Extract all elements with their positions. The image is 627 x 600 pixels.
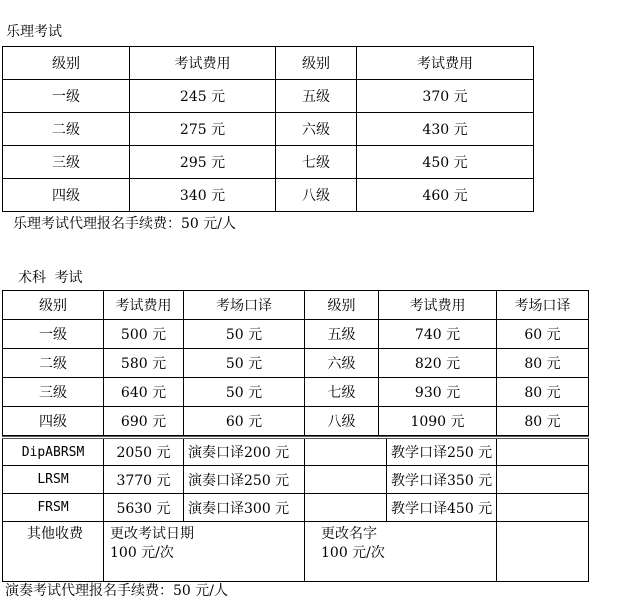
theory-agent-fee-note: 乐理考试代理报名手续费：50 元/人 (13, 216, 236, 232)
change-name-cell (305, 522, 497, 582)
table-cell: 580 元 (104, 349, 184, 378)
table-cell (305, 438, 387, 466)
other-fees-row (3, 522, 589, 582)
table-row (3, 320, 589, 349)
header-cell: 考试费用 (104, 291, 184, 320)
header-cell: 级别 (3, 47, 130, 80)
table-cell: 五级 (276, 80, 357, 113)
diploma-fee-table (2, 436, 589, 582)
table-cell (497, 494, 589, 522)
practical-fee-table (2, 290, 589, 436)
table-cell: 六级 (305, 349, 379, 378)
other-fees-label: 其他收费 (3, 522, 104, 582)
table-cell: 七级 (276, 146, 357, 179)
table-cell: 295 元 (130, 146, 276, 179)
table-row (3, 113, 534, 146)
table-cell: 二级 (3, 113, 130, 146)
table-cell: 三级 (3, 378, 104, 407)
table-cell: 370 元 (357, 80, 534, 113)
diploma-row (3, 494, 589, 522)
table-cell: 820 元 (379, 349, 497, 378)
table-cell: 演奏口译300 元 (184, 494, 305, 522)
table-header-row (3, 47, 534, 80)
practical-title: 术科 考试 (18, 270, 83, 286)
table-row (3, 80, 534, 113)
table-cell: 690 元 (104, 407, 184, 436)
table-cell: 教学口译450 元 (387, 494, 497, 522)
table-cell: LRSM (3, 466, 104, 494)
table-cell (497, 466, 589, 494)
table-cell: 80 元 (497, 407, 589, 436)
table-cell: 50 元 (184, 320, 305, 349)
table-cell: 3770 元 (104, 466, 184, 494)
header-cell: 级别 (276, 47, 357, 80)
theory-title: 乐理考试 (6, 24, 62, 40)
change-name-fee: 100 元/次 (321, 545, 385, 561)
table-cell: 60 元 (497, 320, 589, 349)
table-cell: 1090 元 (379, 407, 497, 436)
table-cell: 五级 (305, 320, 379, 349)
table-cell: 340 元 (130, 179, 276, 212)
change-exam-date-label: 更改考试日期 (110, 526, 194, 542)
table-cell: 四级 (3, 179, 130, 212)
header-cell: 级别 (305, 291, 379, 320)
diploma-row (3, 466, 589, 494)
table-cell: 演奏口译250 元 (184, 466, 305, 494)
change-name-label: 更改名字 (321, 526, 377, 542)
table-cell: 500 元 (104, 320, 184, 349)
table-cell: FRSM (3, 494, 104, 522)
practical-agent-fee-note: 演奏考试代理报名手续费：50 元/人 (5, 583, 228, 599)
header-cell: 考试费用 (357, 47, 534, 80)
table-cell: 一级 (3, 80, 130, 113)
table-cell: 275 元 (130, 113, 276, 146)
table-cell: 930 元 (379, 378, 497, 407)
table-cell: 教学口译250 元 (387, 438, 497, 466)
table-cell: 50 元 (184, 378, 305, 407)
table-cell (305, 494, 387, 522)
table-cell: 80 元 (497, 378, 589, 407)
table-row (3, 179, 534, 212)
table-cell: 80 元 (497, 349, 589, 378)
table-cell: 50 元 (184, 349, 305, 378)
table-cell: 八级 (276, 179, 357, 212)
table-cell: 二级 (3, 349, 104, 378)
change-exam-date-cell (104, 522, 305, 582)
table-cell: 740 元 (379, 320, 497, 349)
header-cell: 级别 (3, 291, 104, 320)
table-row (3, 378, 589, 407)
table-cell: 640 元 (104, 378, 184, 407)
table-header-row (3, 291, 589, 320)
table-cell: 一级 (3, 320, 104, 349)
empty-cell (497, 522, 589, 582)
table-cell: 430 元 (357, 113, 534, 146)
table-cell: 三级 (3, 146, 130, 179)
header-cell: 考试费用 (379, 291, 497, 320)
header-cell: 考场口译 (497, 291, 589, 320)
table-cell (497, 438, 589, 466)
table-cell: 演奏口译200 元 (184, 438, 305, 466)
table-row (3, 349, 589, 378)
table-cell (305, 466, 387, 494)
table-cell: 450 元 (357, 146, 534, 179)
table-cell: 八级 (305, 407, 379, 436)
table-row (3, 407, 589, 436)
header-cell: 考试费用 (130, 47, 276, 80)
table-cell: 2050 元 (104, 438, 184, 466)
table-cell: DipABRSM (3, 438, 104, 466)
header-cell: 考场口译 (184, 291, 305, 320)
diploma-row (3, 438, 589, 466)
table-cell: 六级 (276, 113, 357, 146)
table-row (3, 146, 534, 179)
theory-fee-table (2, 46, 534, 212)
table-cell: 60 元 (184, 407, 305, 436)
table-cell: 5630 元 (104, 494, 184, 522)
change-exam-date-fee: 100 元/次 (110, 545, 174, 561)
table-cell: 四级 (3, 407, 104, 436)
table-cell: 教学口译350 元 (387, 466, 497, 494)
table-cell: 七级 (305, 378, 379, 407)
table-cell: 460 元 (357, 179, 534, 212)
table-cell: 245 元 (130, 80, 276, 113)
